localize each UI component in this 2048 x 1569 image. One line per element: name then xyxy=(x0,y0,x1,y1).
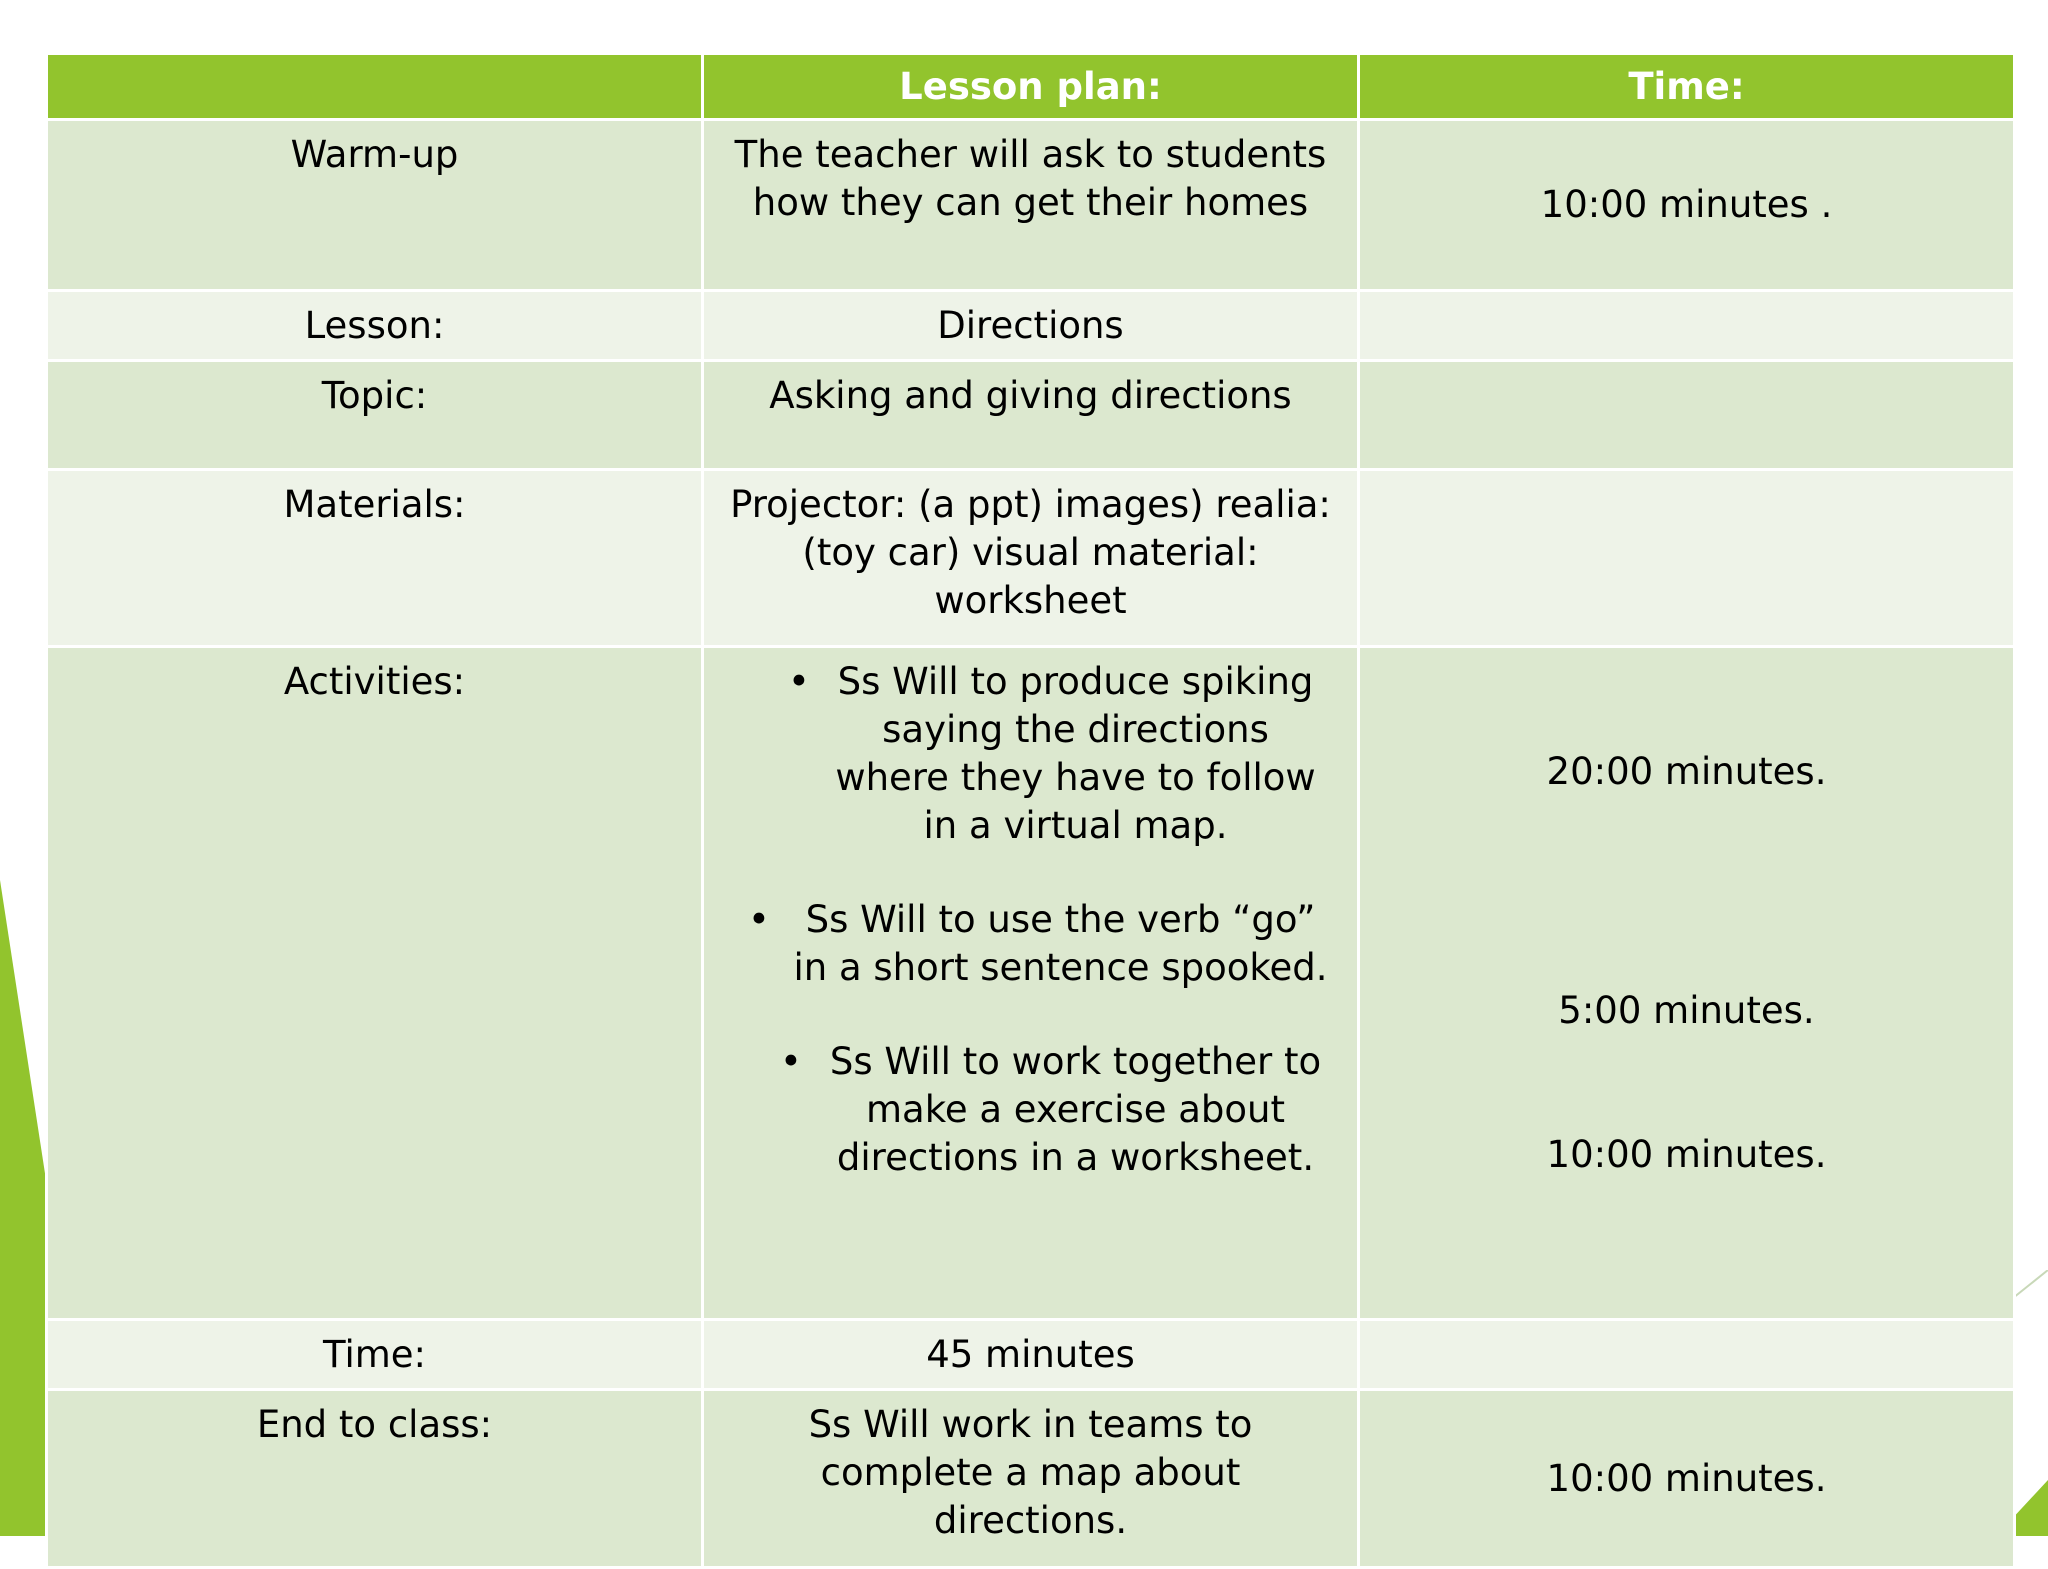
end-time: 10:00 minutes. xyxy=(1359,1390,2015,1568)
list-item xyxy=(720,1038,1341,1182)
materials-label: Materials: xyxy=(47,470,703,647)
materials-content: Projector: (a ppt) images) realia: (toy car) visual material: worksheet xyxy=(703,470,1359,647)
header-empty-cell xyxy=(47,54,703,120)
topic-label: Topic: xyxy=(47,361,703,470)
header-row xyxy=(47,54,2015,120)
materials-time xyxy=(1359,470,2015,647)
lesson-content: Directions xyxy=(703,291,1359,361)
lesson-time xyxy=(1359,291,2015,361)
table-row-topic xyxy=(47,361,2015,470)
list-item xyxy=(720,896,1341,992)
activity-text: Ss Will to produce spiking saying the directions where they have to follow in a virtual map. xyxy=(835,660,1316,847)
header-lesson-plan: Lesson plan: xyxy=(703,54,1359,120)
end-label: End to class: xyxy=(47,1390,703,1568)
activity-text: Ss Will to work together to make a exercise about directions in a worksheet. xyxy=(829,1040,1322,1179)
bullet-icon: • xyxy=(788,660,810,703)
topic-content: Asking and giving directions xyxy=(703,361,1359,470)
activities-label: Activities: xyxy=(47,647,703,1320)
activity-time: 5:00 minutes. xyxy=(1558,989,1815,1032)
warmup-time: 10:00 minutes . xyxy=(1359,120,2015,291)
activity-times-column xyxy=(1376,648,1997,1308)
topic-time xyxy=(1359,361,2015,470)
end-content: Ss Will work in teams to complete a map about directions. xyxy=(703,1390,1359,1568)
activity-time: 20:00 minutes. xyxy=(1546,750,1827,793)
activities-list xyxy=(720,658,1341,1182)
activities-content xyxy=(703,647,1359,1320)
table-row-end xyxy=(47,1390,2015,1568)
left-decorative-shape xyxy=(0,880,46,1536)
warmup-content: The teacher will ask to students how they can get their homes xyxy=(703,120,1359,291)
table-row-materials xyxy=(47,470,2015,647)
total-time-content: 45 minutes xyxy=(703,1320,1359,1390)
activity-time: 10:00 minutes. xyxy=(1546,1133,1827,1176)
activity-text: Ss Will to use the verb “go” in a short sentence spooked. xyxy=(793,898,1328,989)
warmup-label: Warm-up xyxy=(47,120,703,291)
table-row-lesson xyxy=(47,291,2015,361)
table-row-activities xyxy=(47,647,2015,1320)
table-row-total-time xyxy=(47,1320,2015,1390)
lesson-label: Lesson: xyxy=(47,291,703,361)
list-item xyxy=(720,658,1341,850)
total-time-time xyxy=(1359,1320,2015,1390)
lesson-plan-table xyxy=(45,52,2016,1569)
header-time: Time: xyxy=(1359,54,2015,120)
bullet-icon: • xyxy=(780,1040,802,1083)
table-row-warmup xyxy=(47,120,2015,291)
total-time-label: Time: xyxy=(47,1320,703,1390)
bullet-icon: • xyxy=(748,898,770,941)
activities-times xyxy=(1359,647,2015,1320)
